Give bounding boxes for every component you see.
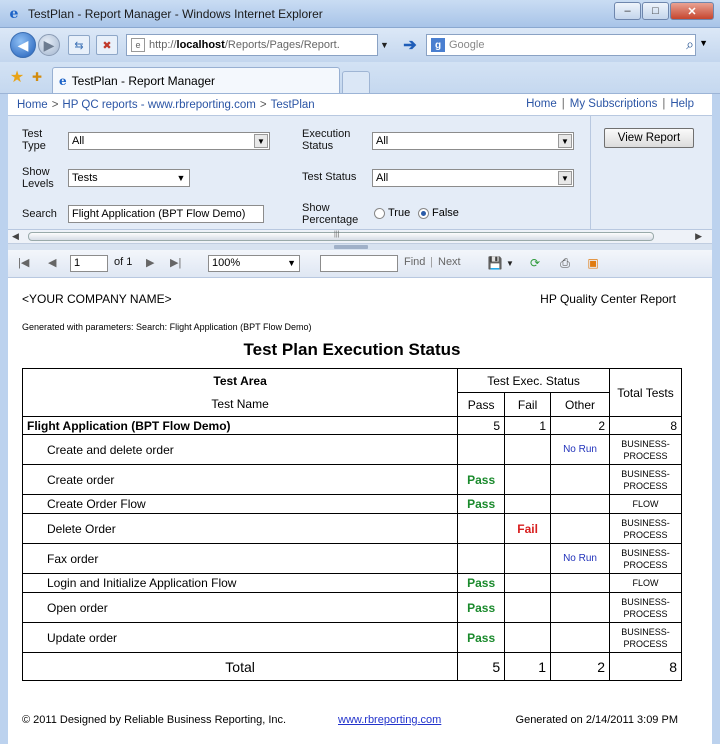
toolbar-separator: |: [430, 256, 433, 268]
test-type-line1: BUSINESS-: [621, 468, 670, 479]
view-report-button[interactable]: View Report: [604, 128, 694, 148]
divider: [590, 116, 591, 230]
other-cell: No Run: [551, 544, 610, 574]
fail-cell: [505, 593, 551, 623]
fail-cell: Fail: [505, 514, 551, 544]
other-cell: [551, 623, 610, 653]
test-status-label: Test Status: [302, 171, 357, 183]
group-fail: 1: [505, 417, 551, 435]
url-prefix: http://: [149, 39, 177, 51]
find-input[interactable]: [320, 255, 398, 272]
show-percentage-label: Show Percentage: [302, 202, 359, 226]
previous-page-icon[interactable]: ◀: [48, 257, 57, 269]
exec-status-header: Test Exec. Status: [458, 369, 610, 393]
execution-status-value: All: [376, 135, 389, 147]
test-status-select[interactable]: [372, 169, 574, 187]
generated-timestamp: Generated on 2/14/2011 3:09 PM: [515, 714, 678, 726]
data-feed-icon[interactable]: ▣: [587, 256, 599, 270]
test-type-line1: BUSINESS-: [621, 596, 670, 607]
fail-header: Fail: [505, 393, 551, 417]
scroll-thumb[interactable]: [28, 232, 654, 241]
scroll-right-icon[interactable]: ▶: [695, 231, 702, 241]
total-other: 2: [551, 653, 610, 681]
table-row: [23, 435, 682, 465]
page-count: of 1: [114, 256, 133, 268]
percentage-true-radio[interactable]: [374, 207, 410, 219]
url-path: /Reports/Pages/Report.: [224, 39, 340, 51]
my-subscriptions-link[interactable]: My Subscriptions: [569, 98, 658, 110]
horizontal-scrollbar[interactable]: [8, 230, 712, 244]
parameters-panel: [8, 116, 712, 230]
other-cell: [551, 495, 610, 514]
test-name: Login and Initialize Application Flow: [23, 574, 458, 593]
first-page-icon[interactable]: |◀: [18, 257, 30, 269]
percentage-false-label: False: [432, 207, 459, 219]
fail-cell: [505, 465, 551, 495]
fail-cell: [505, 544, 551, 574]
test-type-cell: [610, 593, 682, 623]
zoom-select[interactable]: [208, 255, 300, 272]
total-pass: 5: [458, 653, 505, 681]
back-button[interactable]: ◀: [10, 32, 36, 58]
chevron-down-icon: ▼: [558, 134, 572, 148]
table-row: [23, 623, 682, 653]
compatibility-view-button[interactable]: ⇆: [68, 35, 90, 55]
export-dropdown-icon[interactable]: ▼: [506, 259, 514, 268]
radio-dot: [418, 208, 429, 219]
go-arrow-icon[interactable]: ➔: [403, 37, 417, 54]
search-input[interactable]: [426, 34, 696, 56]
print-icon[interactable]: ⎙: [560, 255, 570, 270]
test-type-line1: BUSINESS-: [621, 438, 670, 449]
pass-cell: Pass: [458, 465, 505, 495]
test-name: Fax order: [23, 544, 458, 574]
grip-icon: |||: [334, 231, 340, 238]
test-type-line1: BUSINESS-: [621, 626, 670, 637]
test-type-line2: PROCESS: [623, 450, 668, 461]
pass-header: Pass: [458, 393, 505, 417]
other-cell: [551, 574, 610, 593]
test-name: Delete Order: [23, 514, 458, 544]
zoom-value: 100%: [212, 257, 241, 269]
table-row: [23, 544, 682, 574]
test-type-line2: PROCESS: [623, 480, 668, 491]
test-type-cell: FLOW: [610, 495, 682, 514]
test-type-label: Test Type: [22, 128, 46, 152]
pass-cell: [458, 514, 505, 544]
pass-cell: [458, 544, 505, 574]
search-label: Search: [22, 208, 57, 220]
last-page-icon[interactable]: ▶|: [170, 257, 182, 269]
total-label: Total: [23, 653, 458, 681]
test-type-value: All: [72, 135, 85, 147]
other-cell: [551, 465, 610, 495]
other-cell: [551, 514, 610, 544]
ie-logo-icon: e: [9, 5, 19, 22]
page-number-input[interactable]: 1: [70, 255, 108, 272]
table-row: [23, 465, 682, 495]
other-cell: No Run: [551, 435, 610, 465]
group-row: [23, 417, 682, 435]
search-field[interactable]: Flight Application (BPT Flow Demo): [68, 205, 264, 223]
test-type-cell: [610, 544, 682, 574]
tab-report-manager[interactable]: [52, 67, 340, 93]
fail-cell: [505, 495, 551, 514]
google-icon: g: [431, 38, 445, 52]
test-status-value: All: [376, 172, 389, 184]
chevron-down-icon: ▼: [558, 171, 572, 185]
favorites-star-icon[interactable]: ★: [9, 69, 25, 86]
test-type-line2: PROCESS: [623, 608, 668, 619]
execution-status-select[interactable]: [372, 132, 574, 150]
total-fail: 1: [505, 653, 551, 681]
test-name: Open order: [23, 593, 458, 623]
export-icon[interactable]: 💾: [487, 256, 503, 270]
test-type-cell: [610, 514, 682, 544]
find-link[interactable]: Find: [404, 256, 426, 268]
pass-cell: Pass: [458, 574, 505, 593]
tab-ie-icon: e: [59, 73, 67, 88]
percentage-true-label: True: [388, 207, 411, 219]
refresh-icon[interactable]: ⟳: [529, 256, 541, 270]
test-type-cell: [610, 435, 682, 465]
test-type-line2: PROCESS: [623, 529, 668, 540]
report-body: [8, 278, 712, 744]
search-icon[interactable]: ⌕: [686, 36, 694, 52]
window-title: TestPlan - Report Manager - Windows Internet Explorer: [28, 6, 323, 21]
help-link[interactable]: Help: [670, 98, 694, 110]
group-name: Flight Application (BPT Flow Demo): [23, 417, 458, 435]
crumb-report[interactable]: TestPlan: [270, 98, 315, 111]
home-link[interactable]: Home: [526, 98, 557, 110]
table-row: [23, 514, 682, 544]
search-placeholder: Google: [449, 39, 485, 51]
fail-cell: [505, 574, 551, 593]
window-titlebar: [0, 0, 720, 28]
address-input[interactable]: [126, 34, 378, 56]
next-link[interactable]: Next: [438, 256, 461, 268]
report-title: Test Plan Execution Status: [243, 340, 461, 359]
group-pass: 5: [458, 417, 505, 435]
group-total: 8: [610, 417, 682, 435]
close-window-button[interactable]: ✕: [670, 2, 714, 20]
execution-status-label: Execution Status: [302, 128, 351, 152]
search-dropdown-icon[interactable]: ▼: [699, 38, 708, 48]
percentage-false-radio[interactable]: [418, 207, 459, 219]
test-name: Create Order Flow: [23, 495, 458, 514]
other-cell: [551, 593, 610, 623]
page-icon: e: [131, 38, 145, 52]
company-name: <YOUR COMPANY NAME>: [22, 292, 172, 306]
page-content: [8, 94, 712, 744]
show-levels-label: Show Levels: [22, 166, 54, 190]
fail-cell: [505, 435, 551, 465]
pass-cell: Pass: [458, 495, 505, 514]
chevron-down-icon: ▼: [254, 134, 268, 148]
forward-button[interactable]: ▶: [38, 34, 60, 56]
address-toolbar: [0, 28, 720, 62]
show-levels-select[interactable]: [68, 169, 190, 187]
fail-cell: [505, 623, 551, 653]
crumb-home[interactable]: Home: [17, 98, 48, 111]
test-type-cell: FLOW: [610, 574, 682, 593]
splitter-handle[interactable]: [334, 245, 368, 249]
test-type-line1: BUSINESS-: [621, 517, 670, 528]
total-tests: 8: [610, 653, 682, 681]
total-tests-header: Total Tests: [610, 369, 682, 417]
test-type-cell: [610, 623, 682, 653]
group-other: 2: [551, 417, 610, 435]
maximize-button[interactable]: □: [642, 2, 669, 20]
test-name-header: Test Name: [23, 393, 458, 417]
address-dropdown-icon[interactable]: ▼: [380, 40, 389, 50]
status-table: [22, 368, 682, 681]
table-row: [23, 574, 682, 593]
breadcrumb: Home > HP QC reports - www.rbreporting.com > TestPlan: [17, 98, 315, 111]
report-manager-header: Home > HP QC reports - www.rbreporting.com > TestPlan Home | My Subscriptions | Help: [8, 94, 712, 116]
test-type-line1: BUSINESS-: [621, 547, 670, 558]
test-type-cell: [610, 465, 682, 495]
test-type-line2: PROCESS: [623, 559, 668, 570]
test-type-line2: PROCESS: [623, 638, 668, 649]
pass-cell: Pass: [458, 593, 505, 623]
copyright-text: © 2011 Designed by Reliable Business Reporting, Inc.: [22, 714, 287, 726]
stop-button[interactable]: ✖: [96, 35, 118, 55]
table-row: [23, 593, 682, 623]
show-levels-value: Tests: [72, 172, 98, 184]
tab-label: TestPlan - Report Manager: [71, 73, 216, 88]
generated-parameters: Generated with parameters: Search: Flight Application (BPT Flow Demo): [22, 322, 312, 332]
chevron-down-icon: ▼: [287, 258, 296, 268]
test-name: Create order: [23, 465, 458, 495]
other-header: Other: [551, 393, 610, 417]
tab-bar: [0, 62, 720, 94]
test-area-header: Test Area: [23, 369, 458, 393]
report-source: HP Quality Center Report: [540, 292, 676, 306]
total-row: [23, 653, 682, 681]
chevron-down-icon: ▼: [176, 173, 186, 183]
new-tab-button[interactable]: [342, 71, 370, 93]
add-favorites-icon[interactable]: ✚: [31, 70, 43, 84]
crumb-folder[interactable]: HP QC reports - www.rbreporting.com: [62, 98, 256, 111]
table-row: [23, 495, 682, 514]
report-toolbar: [8, 250, 712, 278]
test-type-select[interactable]: [68, 132, 270, 150]
test-name: Update order: [23, 623, 458, 653]
test-name: Create and delete order: [23, 435, 458, 465]
minimize-button[interactable]: –: [614, 2, 641, 20]
scroll-left-icon[interactable]: ◀: [12, 231, 19, 241]
next-page-icon[interactable]: ▶: [146, 257, 155, 269]
rbreporting-link[interactable]: www.rbreporting.com: [338, 714, 442, 726]
pass-cell: Pass: [458, 623, 505, 653]
radio-dot: [374, 208, 385, 219]
url-host: localhost: [176, 39, 225, 51]
pass-cell: [458, 435, 505, 465]
